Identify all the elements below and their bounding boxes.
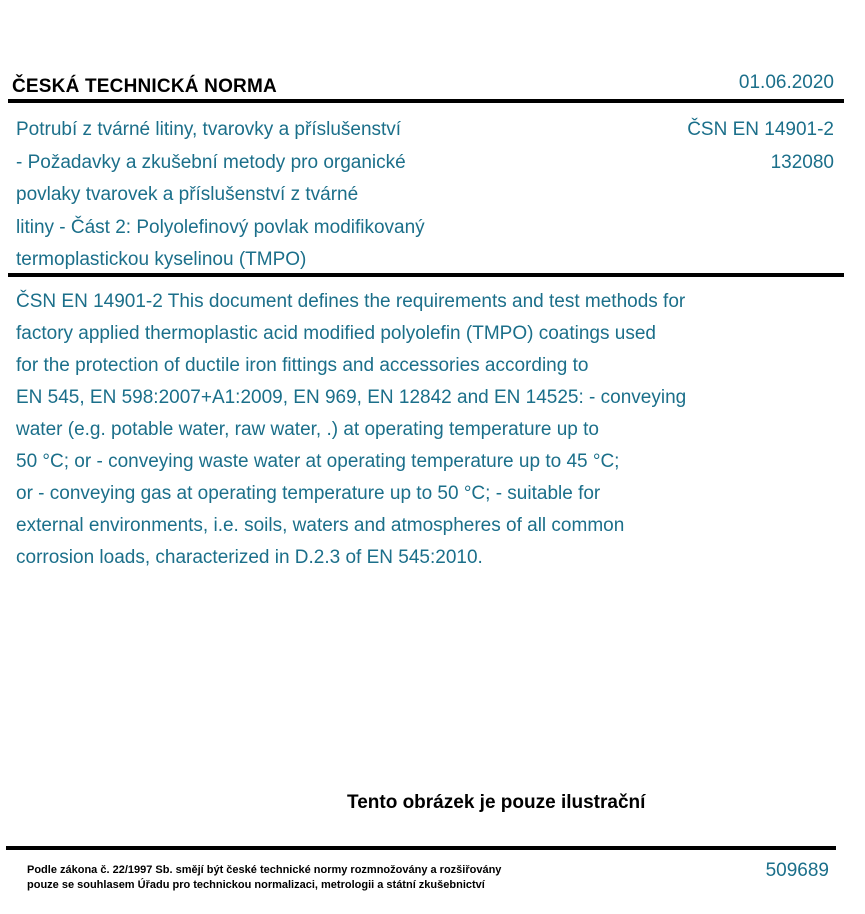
abstract-line: or - conveying gas at operating temperature up to 50 °C; - suitable for bbox=[16, 483, 601, 504]
standard-title-line: termoplastickou kyselinou (TMPO) bbox=[16, 249, 307, 270]
abstract-line: external environments, i.e. soils, waters and atmospheres of all common bbox=[16, 515, 625, 536]
footer-divider bbox=[6, 846, 836, 850]
standard-title-line: litiny - Část 2: Polyolefinový povlak modifikovaný bbox=[16, 216, 425, 238]
legal-notice-line: Podle zákona č. 22/1997 Sb. smějí být české technické normy rozmnožovány a rozšiřovány bbox=[27, 864, 502, 876]
abstract-text bbox=[16, 286, 796, 574]
legal-notice bbox=[27, 863, 501, 893]
abstract-line: for the protection of ductile iron fittings and accessories according to bbox=[16, 355, 589, 376]
legal-notice-line: pouze se souhlasem Úřadu pro technickou normalizaci, metrologii a státní zkušebnictví bbox=[27, 879, 485, 891]
abstract-line: water (e.g. potable water, raw water, .) at operating temperature up to bbox=[16, 419, 599, 440]
document-header-title: ČESKÁ TECHNICKÁ NORMA bbox=[12, 76, 277, 97]
illustration-note: Tento obrázek je pouze ilustrační bbox=[347, 792, 646, 813]
abstract-line: EN 545, EN 598:2007+A1:2009, EN 969, EN 12842 and EN 14525: - conveying bbox=[16, 387, 687, 408]
standard-identifiers bbox=[687, 114, 834, 179]
standard-title-line: Potrubí z tvárné litiny, tvarovky a příslušenství bbox=[16, 119, 402, 140]
standard-title bbox=[16, 114, 536, 277]
abstract-line: corrosion loads, characterized in D.2.3 of EN 545:2010. bbox=[16, 547, 483, 568]
abstract-line: ČSN EN 14901-2 This document defines the requirements and test methods for bbox=[16, 291, 686, 312]
abstract-line: 50 °C; or - conveying waste water at operating temperature up to 45 °C; bbox=[16, 451, 620, 472]
standard-title-line: povlaky tvarovek a příslušenství z tvárné bbox=[16, 184, 359, 205]
publication-date: 01.06.2020 bbox=[738, 72, 834, 93]
abstract-line: factory applied thermoplastic acid modified polyolefin (TMPO) coatings used bbox=[16, 323, 656, 344]
title-divider bbox=[8, 273, 844, 277]
standard-number: ČSN EN 14901-2 bbox=[687, 119, 834, 140]
classification-code: 132080 bbox=[770, 151, 834, 173]
header-divider bbox=[8, 99, 844, 103]
standard-title-line: - Požadavky a zkušební metody pro organické bbox=[16, 151, 406, 173]
document-id: 509689 bbox=[765, 860, 829, 881]
